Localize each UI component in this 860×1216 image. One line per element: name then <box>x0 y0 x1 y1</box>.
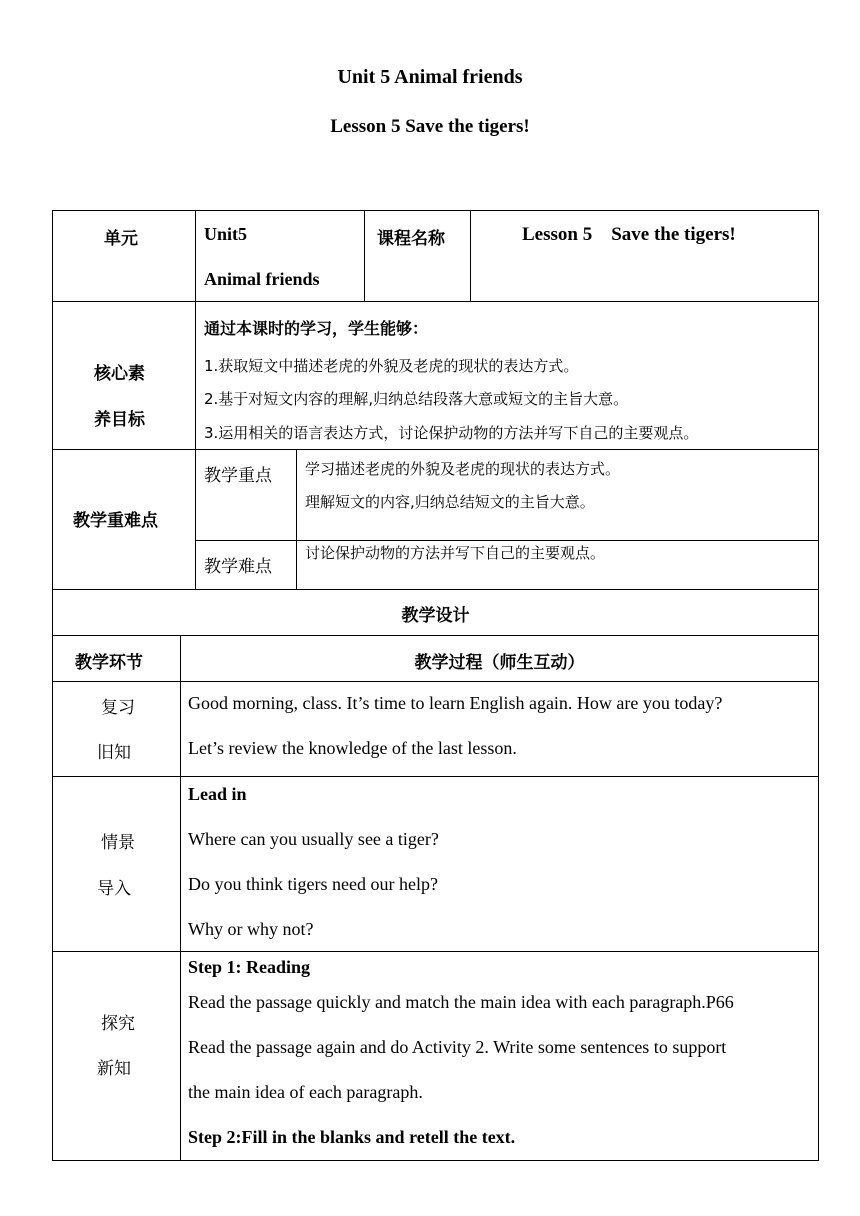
goal-item: 1.获取短文中描述老虎的外貌及老虎的现状的表达方式。 <box>204 357 579 375</box>
leadin-heading: Lead in <box>188 784 247 804</box>
difficulty-content-cell <box>296 540 819 590</box>
leadin-label-line2: 导入 <box>97 879 131 899</box>
course-value: Lesson 5 Save the tigers! <box>522 224 736 245</box>
design-heading: 教学设计 <box>401 606 470 626</box>
goal-item: 3.运用相关的语言表达方式，讨论保护动物的方法并写下自己的主要观点。 <box>204 424 699 442</box>
course-label: 课程名称 <box>377 229 445 249</box>
explore-label-cell <box>52 951 181 1161</box>
unit-label: 单元 <box>104 229 138 249</box>
unit-label-cell <box>52 210 196 302</box>
goals-label-line2: 养目标 <box>94 410 145 430</box>
goals-label-cell <box>52 301 196 450</box>
review-label-line2: 旧知 <box>97 743 131 763</box>
review-line: Good morning, class. It’s time to learn English again. How are you today? <box>188 693 723 713</box>
review-label-line1: 复习 <box>101 698 135 718</box>
document-subtitle: Lesson 5 Save the tigers! <box>330 116 530 137</box>
col1-header-cell <box>52 635 181 682</box>
step2-heading: Step 2:Fill in the blanks and retell the text. <box>188 1127 516 1147</box>
review-line: Let’s review the knowledge of the last lesson. <box>188 738 517 758</box>
explore-line: Read the passage quickly and match the main idea with each paragraph.P66 <box>188 992 734 1012</box>
col2-header-cell <box>180 635 819 682</box>
explore-line: Read the passage again and do Activity 2. Write some sentences to support <box>188 1037 727 1057</box>
goals-label-line1: 核心素 <box>94 364 145 384</box>
leadin-line: Where can you usually see a tiger? <box>188 829 439 849</box>
unit-value-cell <box>195 210 365 302</box>
focus-label: 教学重点 <box>204 466 272 486</box>
focus-line: 学习描述老虎的外貌及老虎的现状的表达方式。 <box>305 460 621 478</box>
goals-intro: 通过本课时的学习，学生能够： <box>204 319 429 338</box>
course-label-cell <box>364 210 471 302</box>
leadin-content-cell <box>180 776 819 952</box>
goals-content-cell <box>195 301 819 450</box>
col1-header: 教学环节 <box>75 653 143 673</box>
col2-header: 教学过程（师生互动） <box>414 653 585 673</box>
step1-heading: Step 1: Reading <box>188 957 311 977</box>
unit-value-line2: Animal friends <box>204 269 320 289</box>
explore-line: the main idea of each paragraph. <box>188 1082 423 1102</box>
review-content-cell <box>180 681 819 777</box>
focus-content-cell <box>296 449 819 541</box>
focus-label-cell <box>195 449 297 541</box>
keypoints-label: 教学重难点 <box>73 511 158 531</box>
focus-line: 理解短文的内容,归纳总结短文的主旨大意。 <box>305 493 595 511</box>
document-title: Unit 5 Animal friends <box>337 66 523 88</box>
unit-value-line1: Unit5 <box>204 224 248 244</box>
explore-content-cell <box>180 951 819 1161</box>
explore-label-line1: 探究 <box>101 1014 135 1034</box>
goal-item: 2.基于对短文内容的理解,归纳总结段落大意或短文的主旨大意。 <box>204 390 629 408</box>
course-value-cell <box>470 210 819 302</box>
leadin-label-line1: 情景 <box>101 833 135 853</box>
difficulty-label-cell <box>195 540 297 590</box>
difficulty-text: 讨论保护动物的方法并写下自己的主要观点。 <box>305 544 606 562</box>
difficulty-label: 教学难点 <box>204 557 272 577</box>
explore-label-line2: 新知 <box>97 1059 131 1079</box>
keypoints-label-cell <box>52 449 196 590</box>
leadin-line: Why or why not? <box>188 919 314 939</box>
review-label-cell <box>52 681 181 777</box>
leadin-line: Do you think tigers need our help? <box>188 874 438 894</box>
design-heading-cell <box>52 589 819 636</box>
leadin-label-cell <box>52 776 181 952</box>
